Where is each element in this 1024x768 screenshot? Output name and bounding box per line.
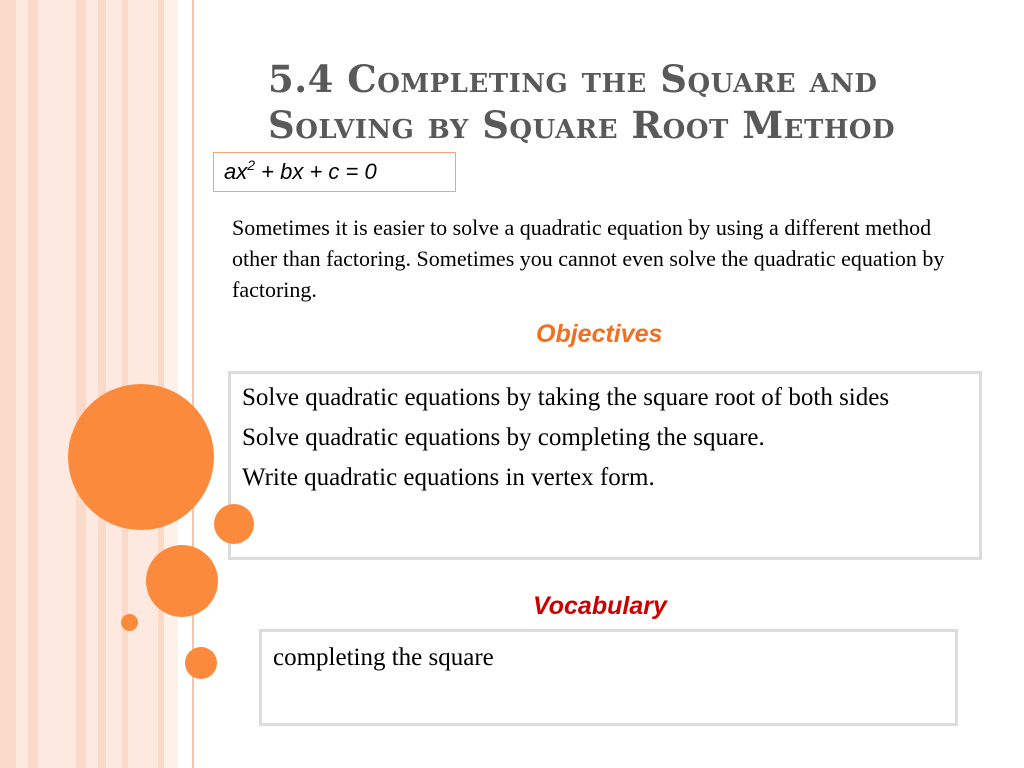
title-line-2: Solving by Square Root Method [268, 103, 896, 147]
decorative-circle [214, 504, 254, 544]
equation-rest: + bx + c = 0 [255, 159, 377, 184]
decorative-circle [185, 647, 217, 679]
bg-stripe [86, 0, 98, 768]
bg-stripe [16, 0, 28, 768]
bg-stripe [0, 0, 16, 768]
standard-form-equation [213, 152, 456, 192]
vocabulary-term: completing the square [273, 644, 494, 671]
slide-title [268, 56, 1008, 148]
vocabulary-heading: Vocabulary [533, 592, 667, 620]
objective-item: Solve quadratic equations by completing the square. [242, 424, 765, 451]
title-line-1: 5.4 Completing the Square and [268, 57, 878, 101]
vocabulary-box [259, 629, 958, 726]
bg-stripe [38, 0, 76, 768]
bg-stripe [164, 0, 178, 768]
equation-ax: ax [224, 159, 248, 184]
objectives-box [228, 371, 982, 560]
objective-item: Write quadratic equations in vertex form. [242, 464, 655, 491]
decorative-circle [121, 614, 138, 631]
bg-stripe [76, 0, 86, 768]
objectives-heading: Objectives [536, 320, 663, 348]
bg-stripe [28, 0, 38, 768]
decorative-circle [68, 384, 214, 530]
bg-stripe [98, 0, 106, 768]
objective-item: Solve quadratic equations by taking the square root of both sides [242, 384, 890, 411]
bg-stripe [106, 0, 122, 768]
intro-paragraph: Sometimes it is easier to solve a quadratic equation by using a different method other than factoring. Sometimes you cannot even solve the quadratic equation by factoring. [232, 215, 945, 302]
decorative-circle [146, 545, 218, 617]
equation-exponent: 2 [247, 157, 256, 173]
